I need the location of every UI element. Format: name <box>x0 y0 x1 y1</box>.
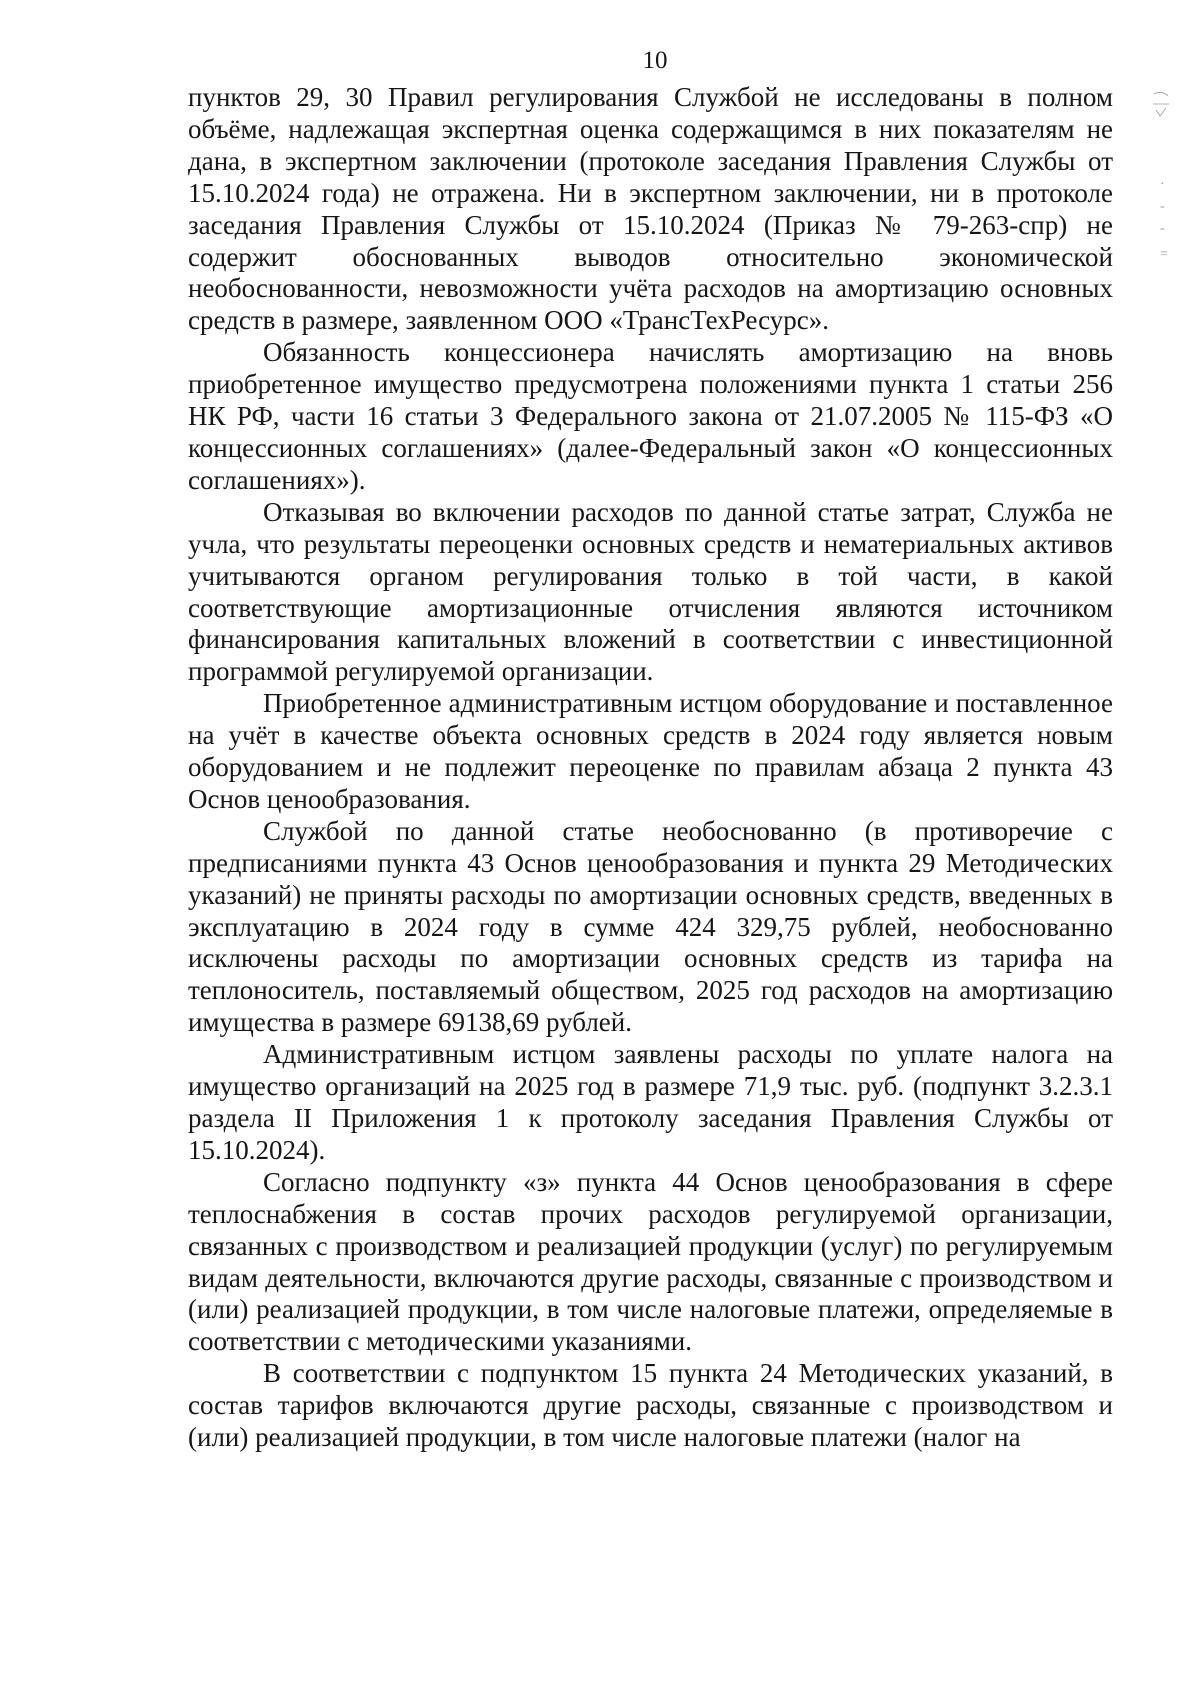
scan-artifact-mark: - <box>1160 221 1165 236</box>
paragraph-4: Приобретенное административным истцом оборудование и поставленное на учёт в качестве объекта основных средств в 2024 году является новым оборудованием и не подлежит переоценке по правилам абзаца 2 пункта 43 Основ ценообразования. <box>188 688 1113 814</box>
page-number: 10 <box>642 47 668 74</box>
scan-artifact-mark: - <box>1160 199 1165 214</box>
document-body <box>188 82 1113 1454</box>
paragraph-8: В соответствии с подпунктом 15 пункта 24 Методических указаний, в состав тарифов включаются другие расходы, связанные с производством и (или) реализацией продукции, в том числе налоговые платежи (налог на <box>188 1358 1113 1453</box>
scan-artifact-mark: · <box>1160 177 1165 192</box>
paragraph-5: Службой по данной статье необоснованно (в противоречие с предписаниями пункта 43 Основ ценообразования и пункта 29 Методических указаний) не приняты расходы по амортизации основных средств, введенных в эксплуатацию в 2024 году в сумме 424 329,75 рублей, необоснованно исключены расходы по амортизации основных средств из тарифа на теплоноситель, поставляемый обществом, 2025 год расходов на амортизацию имущества в размере 69138,69 рублей. <box>188 815 1113 1038</box>
paragraph-3: Отказывая во включении расходов по данной статье затрат, Служба не учла, что результаты переоценки основных средств и нематериальных активов учитываются органом регулирования только в той части, в какой соответствующие амортизационные отчисления являются источником финансирования капитальных вложений в соответствии с инвестиционной программой регулируемой организации. <box>188 496 1113 687</box>
paragraph-2: Обязанность концессионера начислять амортизацию на вновь приобретенное имущество предусмотрена положениями пункта 1 статьи 256 НК РФ, части 16 статьи 3 Федерального закона от 21.07.2005 № 115-ФЗ «О концессионных соглашениях» (далее-Федеральный закон «О концессионных соглашениях»). <box>188 337 1113 495</box>
scan-artifact-icon <box>1150 90 1172 122</box>
scan-artifact-mark: = <box>1160 247 1168 262</box>
paragraph-6: Административным истцом заявлены расходы по уплате налога на имущество организаций на 2025 год в размере 71,9 тыс. руб. (подпункт 3.2.3.1 раздела II Приложения 1 к протоколу заседания Правления Службы от 15.10.2024). <box>188 1039 1113 1165</box>
paragraph-7: Согласно подпункту «з» пункта 44 Основ ценообразования в сфере теплоснабжения в состав прочих расходов регулируемой организации, связанных с производством и реализацией продукции (услуг) по регулируемым видам деятельности, включаются другие расходы, связанные с производством и (или) реализацией продукции, в том числе налоговые платежи, определяемые в соответствии с методическими указаниями. <box>188 1166 1113 1357</box>
paragraph-1: пунктов 29, 30 Правил регулирования Службой не исследованы в полном объёме, надлежащая экспертная оценка содержащимся в них показателям не дана, в экспертном заключении (протоколе заседания Правления Службы от 15.10.2024 года) не отражена. Ни в экспертном заключении, ни в протоколе заседания Правления Службы от 15.10.2024 (Приказ № 79-263-спр) не содержит обоснованных выводов относительно экономической необоснованности, невозможности учёта расходов на амортизацию основных средств в размере, заявленном ООО «ТрансТехРесурс». <box>188 82 1113 336</box>
